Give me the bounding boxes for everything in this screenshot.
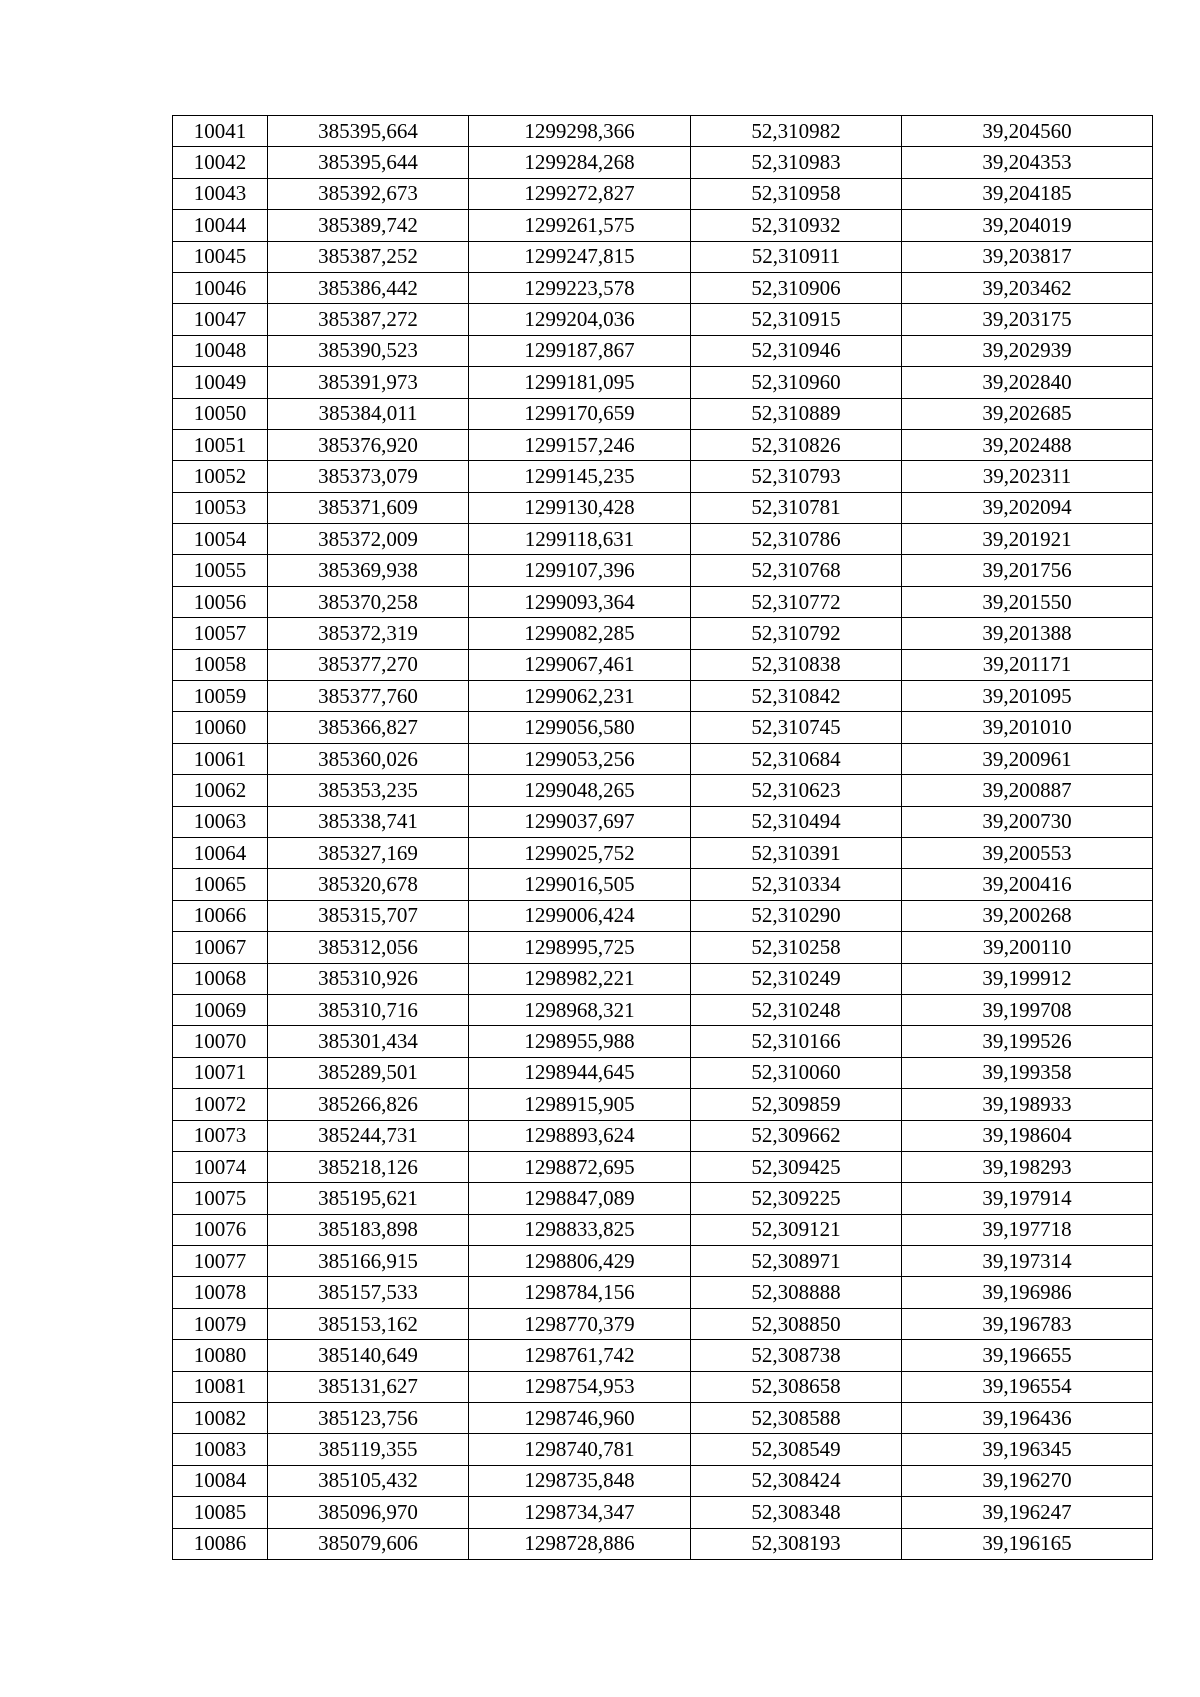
- y-coordinate-cell: 1299145,235: [469, 461, 691, 492]
- x-coordinate-cell: 385266,826: [268, 1089, 469, 1120]
- coordinates-table: [172, 115, 1153, 1560]
- latitude-cell: 52,309425: [691, 1151, 902, 1182]
- x-coordinate-cell: 385153,162: [268, 1308, 469, 1339]
- longitude-cell: 39,203175: [902, 304, 1153, 335]
- point-number-cell: 10075: [173, 1183, 268, 1214]
- x-coordinate-cell: 385166,915: [268, 1246, 469, 1277]
- y-coordinate-cell: 1299187,867: [469, 335, 691, 366]
- point-number-cell: 10071: [173, 1057, 268, 1088]
- x-coordinate-cell: 385218,126: [268, 1151, 469, 1182]
- x-coordinate-cell: 385392,673: [268, 178, 469, 209]
- y-coordinate-cell: 1298734,347: [469, 1497, 691, 1528]
- longitude-cell: 39,203817: [902, 241, 1153, 272]
- point-number-cell: 10074: [173, 1151, 268, 1182]
- y-coordinate-cell: 1299062,231: [469, 681, 691, 712]
- table-row: [173, 1340, 1153, 1371]
- y-coordinate-cell: 1299170,659: [469, 398, 691, 429]
- point-number-cell: 10050: [173, 398, 268, 429]
- x-coordinate-cell: 385105,432: [268, 1465, 469, 1496]
- y-coordinate-cell: 1299056,580: [469, 712, 691, 743]
- table-row: [173, 1465, 1153, 1496]
- table-row: [173, 116, 1153, 147]
- y-coordinate-cell: 1298872,695: [469, 1151, 691, 1182]
- latitude-cell: 52,310768: [691, 555, 902, 586]
- x-coordinate-cell: 385389,742: [268, 210, 469, 241]
- y-coordinate-cell: 1299053,256: [469, 743, 691, 774]
- point-number-cell: 10061: [173, 743, 268, 774]
- x-coordinate-cell: 385391,973: [268, 367, 469, 398]
- latitude-cell: 52,308193: [691, 1528, 902, 1559]
- y-coordinate-cell: 1299204,036: [469, 304, 691, 335]
- longitude-cell: 39,201550: [902, 586, 1153, 617]
- x-coordinate-cell: 385312,056: [268, 932, 469, 963]
- table-row: [173, 524, 1153, 555]
- table-row: [173, 304, 1153, 335]
- y-coordinate-cell: 1298761,742: [469, 1340, 691, 1371]
- x-coordinate-cell: 385123,756: [268, 1403, 469, 1434]
- y-coordinate-cell: 1298893,624: [469, 1120, 691, 1151]
- latitude-cell: 52,310958: [691, 178, 902, 209]
- longitude-cell: 39,196165: [902, 1528, 1153, 1559]
- x-coordinate-cell: 385244,731: [268, 1120, 469, 1151]
- x-coordinate-cell: 385395,664: [268, 116, 469, 147]
- latitude-cell: 52,310932: [691, 210, 902, 241]
- longitude-cell: 39,196247: [902, 1497, 1153, 1528]
- x-coordinate-cell: 385157,533: [268, 1277, 469, 1308]
- table-row: [173, 1497, 1153, 1528]
- table-row: [173, 461, 1153, 492]
- table-row: [173, 1183, 1153, 1214]
- latitude-cell: 52,310889: [691, 398, 902, 429]
- point-number-cell: 10043: [173, 178, 268, 209]
- longitude-cell: 39,197718: [902, 1214, 1153, 1245]
- table-row: [173, 1277, 1153, 1308]
- y-coordinate-cell: 1299284,268: [469, 147, 691, 178]
- latitude-cell: 52,310258: [691, 932, 902, 963]
- y-coordinate-cell: 1298806,429: [469, 1246, 691, 1277]
- longitude-cell: 39,199526: [902, 1026, 1153, 1057]
- longitude-cell: 39,200553: [902, 837, 1153, 868]
- table-row: [173, 1026, 1153, 1057]
- longitude-cell: 39,196655: [902, 1340, 1153, 1371]
- latitude-cell: 52,309121: [691, 1214, 902, 1245]
- latitude-cell: 52,309662: [691, 1120, 902, 1151]
- point-number-cell: 10067: [173, 932, 268, 963]
- x-coordinate-cell: 385310,926: [268, 963, 469, 994]
- longitude-cell: 39,203462: [902, 272, 1153, 303]
- point-number-cell: 10056: [173, 586, 268, 617]
- table-row: [173, 806, 1153, 837]
- latitude-cell: 52,308658: [691, 1371, 902, 1402]
- longitude-cell: 39,197914: [902, 1183, 1153, 1214]
- point-number-cell: 10065: [173, 869, 268, 900]
- table-row: [173, 210, 1153, 241]
- latitude-cell: 52,310792: [691, 618, 902, 649]
- point-number-cell: 10081: [173, 1371, 268, 1402]
- latitude-cell: 52,310906: [691, 272, 902, 303]
- y-coordinate-cell: 1298784,156: [469, 1277, 691, 1308]
- point-number-cell: 10053: [173, 492, 268, 523]
- longitude-cell: 39,199708: [902, 994, 1153, 1025]
- point-number-cell: 10068: [173, 963, 268, 994]
- latitude-cell: 52,309225: [691, 1183, 902, 1214]
- x-coordinate-cell: 385390,523: [268, 335, 469, 366]
- longitude-cell: 39,201756: [902, 555, 1153, 586]
- table-row: [173, 994, 1153, 1025]
- latitude-cell: 52,310915: [691, 304, 902, 335]
- y-coordinate-cell: 1299016,505: [469, 869, 691, 900]
- table-row: [173, 618, 1153, 649]
- table-row: [173, 1246, 1153, 1277]
- point-number-cell: 10064: [173, 837, 268, 868]
- point-number-cell: 10047: [173, 304, 268, 335]
- longitude-cell: 39,202685: [902, 398, 1153, 429]
- point-number-cell: 10066: [173, 900, 268, 931]
- latitude-cell: 52,309859: [691, 1089, 902, 1120]
- point-number-cell: 10060: [173, 712, 268, 743]
- x-coordinate-cell: 385373,079: [268, 461, 469, 492]
- y-coordinate-cell: 1298915,905: [469, 1089, 691, 1120]
- longitude-cell: 39,204353: [902, 147, 1153, 178]
- point-number-cell: 10058: [173, 649, 268, 680]
- longitude-cell: 39,198604: [902, 1120, 1153, 1151]
- latitude-cell: 52,310494: [691, 806, 902, 837]
- longitude-cell: 39,199912: [902, 963, 1153, 994]
- x-coordinate-cell: 385327,169: [268, 837, 469, 868]
- x-coordinate-cell: 385301,434: [268, 1026, 469, 1057]
- latitude-cell: 52,310911: [691, 241, 902, 272]
- longitude-cell: 39,201171: [902, 649, 1153, 680]
- x-coordinate-cell: 385096,970: [268, 1497, 469, 1528]
- x-coordinate-cell: 385386,442: [268, 272, 469, 303]
- longitude-cell: 39,200416: [902, 869, 1153, 900]
- x-coordinate-cell: 385370,258: [268, 586, 469, 617]
- longitude-cell: 39,201095: [902, 681, 1153, 712]
- point-number-cell: 10063: [173, 806, 268, 837]
- table-row: [173, 712, 1153, 743]
- table-row: [173, 963, 1153, 994]
- longitude-cell: 39,200887: [902, 775, 1153, 806]
- longitude-cell: 39,200730: [902, 806, 1153, 837]
- table-row: [173, 1434, 1153, 1465]
- table-row: [173, 932, 1153, 963]
- x-coordinate-cell: 385338,741: [268, 806, 469, 837]
- latitude-cell: 52,308971: [691, 1246, 902, 1277]
- point-number-cell: 10041: [173, 116, 268, 147]
- point-number-cell: 10079: [173, 1308, 268, 1339]
- longitude-cell: 39,202094: [902, 492, 1153, 523]
- longitude-cell: 39,202311: [902, 461, 1153, 492]
- y-coordinate-cell: 1298740,781: [469, 1434, 691, 1465]
- table-row: [173, 649, 1153, 680]
- x-coordinate-cell: 385131,627: [268, 1371, 469, 1402]
- x-coordinate-cell: 385387,272: [268, 304, 469, 335]
- x-coordinate-cell: 385079,606: [268, 1528, 469, 1559]
- x-coordinate-cell: 385183,898: [268, 1214, 469, 1245]
- longitude-cell: 39,200268: [902, 900, 1153, 931]
- point-number-cell: 10048: [173, 335, 268, 366]
- longitude-cell: 39,204560: [902, 116, 1153, 147]
- latitude-cell: 52,310983: [691, 147, 902, 178]
- table-row: [173, 1214, 1153, 1245]
- point-number-cell: 10078: [173, 1277, 268, 1308]
- x-coordinate-cell: 385371,609: [268, 492, 469, 523]
- y-coordinate-cell: 1299082,285: [469, 618, 691, 649]
- table-row: [173, 775, 1153, 806]
- y-coordinate-cell: 1299272,827: [469, 178, 691, 209]
- point-number-cell: 10086: [173, 1528, 268, 1559]
- y-coordinate-cell: 1298833,825: [469, 1214, 691, 1245]
- point-number-cell: 10085: [173, 1497, 268, 1528]
- point-number-cell: 10049: [173, 367, 268, 398]
- table-row: [173, 1528, 1153, 1559]
- y-coordinate-cell: 1299093,364: [469, 586, 691, 617]
- latitude-cell: 52,310166: [691, 1026, 902, 1057]
- longitude-cell: 39,201010: [902, 712, 1153, 743]
- table-row: [173, 743, 1153, 774]
- x-coordinate-cell: 385320,678: [268, 869, 469, 900]
- point-number-cell: 10076: [173, 1214, 268, 1245]
- longitude-cell: 39,204019: [902, 210, 1153, 241]
- longitude-cell: 39,196436: [902, 1403, 1153, 1434]
- y-coordinate-cell: 1299048,265: [469, 775, 691, 806]
- table-row: [173, 1120, 1153, 1151]
- x-coordinate-cell: 385387,252: [268, 241, 469, 272]
- longitude-cell: 39,202939: [902, 335, 1153, 366]
- longitude-cell: 39,199358: [902, 1057, 1153, 1088]
- table-row: [173, 178, 1153, 209]
- longitude-cell: 39,204185: [902, 178, 1153, 209]
- longitude-cell: 39,197314: [902, 1246, 1153, 1277]
- y-coordinate-cell: 1299181,095: [469, 367, 691, 398]
- longitude-cell: 39,201921: [902, 524, 1153, 555]
- table-row: [173, 398, 1153, 429]
- y-coordinate-cell: 1298754,953: [469, 1371, 691, 1402]
- point-number-cell: 10045: [173, 241, 268, 272]
- latitude-cell: 52,310772: [691, 586, 902, 617]
- longitude-cell: 39,196554: [902, 1371, 1153, 1402]
- latitude-cell: 52,308588: [691, 1403, 902, 1434]
- longitude-cell: 39,201388: [902, 618, 1153, 649]
- latitude-cell: 52,310334: [691, 869, 902, 900]
- point-number-cell: 10084: [173, 1465, 268, 1496]
- x-coordinate-cell: 385353,235: [268, 775, 469, 806]
- y-coordinate-cell: 1299006,424: [469, 900, 691, 931]
- table-row: [173, 681, 1153, 712]
- y-coordinate-cell: 1299118,631: [469, 524, 691, 555]
- x-coordinate-cell: 385377,270: [268, 649, 469, 680]
- table-row: [173, 586, 1153, 617]
- latitude-cell: 52,310248: [691, 994, 902, 1025]
- x-coordinate-cell: 385377,760: [268, 681, 469, 712]
- point-number-cell: 10046: [173, 272, 268, 303]
- latitude-cell: 52,310781: [691, 492, 902, 523]
- table-row: [173, 1057, 1153, 1088]
- y-coordinate-cell: 1299223,578: [469, 272, 691, 303]
- y-coordinate-cell: 1299107,396: [469, 555, 691, 586]
- point-number-cell: 10083: [173, 1434, 268, 1465]
- x-coordinate-cell: 385140,649: [268, 1340, 469, 1371]
- latitude-cell: 52,310826: [691, 429, 902, 460]
- table-row: [173, 429, 1153, 460]
- y-coordinate-cell: 1298982,221: [469, 963, 691, 994]
- x-coordinate-cell: 385310,716: [268, 994, 469, 1025]
- x-coordinate-cell: 385376,920: [268, 429, 469, 460]
- table-row: [173, 335, 1153, 366]
- longitude-cell: 39,202840: [902, 367, 1153, 398]
- point-number-cell: 10059: [173, 681, 268, 712]
- table-row: [173, 1089, 1153, 1120]
- x-coordinate-cell: 385372,319: [268, 618, 469, 649]
- point-number-cell: 10052: [173, 461, 268, 492]
- x-coordinate-cell: 385369,938: [268, 555, 469, 586]
- latitude-cell: 52,310745: [691, 712, 902, 743]
- y-coordinate-cell: 1299298,366: [469, 116, 691, 147]
- latitude-cell: 52,308348: [691, 1497, 902, 1528]
- latitude-cell: 52,308850: [691, 1308, 902, 1339]
- table-row: [173, 1308, 1153, 1339]
- latitude-cell: 52,308424: [691, 1465, 902, 1496]
- y-coordinate-cell: 1299157,246: [469, 429, 691, 460]
- latitude-cell: 52,310842: [691, 681, 902, 712]
- table-row: [173, 147, 1153, 178]
- y-coordinate-cell: 1298728,886: [469, 1528, 691, 1559]
- x-coordinate-cell: 385395,644: [268, 147, 469, 178]
- y-coordinate-cell: 1298735,848: [469, 1465, 691, 1496]
- y-coordinate-cell: 1299261,575: [469, 210, 691, 241]
- y-coordinate-cell: 1299130,428: [469, 492, 691, 523]
- y-coordinate-cell: 1299037,697: [469, 806, 691, 837]
- longitude-cell: 39,198933: [902, 1089, 1153, 1120]
- latitude-cell: 52,310946: [691, 335, 902, 366]
- table-row: [173, 869, 1153, 900]
- latitude-cell: 52,308738: [691, 1340, 902, 1371]
- point-number-cell: 10069: [173, 994, 268, 1025]
- y-coordinate-cell: 1298944,645: [469, 1057, 691, 1088]
- longitude-cell: 39,196986: [902, 1277, 1153, 1308]
- y-coordinate-cell: 1298746,960: [469, 1403, 691, 1434]
- y-coordinate-cell: 1298955,988: [469, 1026, 691, 1057]
- table-row: [173, 1151, 1153, 1182]
- y-coordinate-cell: 1298968,321: [469, 994, 691, 1025]
- point-number-cell: 10057: [173, 618, 268, 649]
- longitude-cell: 39,200961: [902, 743, 1153, 774]
- table-row: [173, 1403, 1153, 1434]
- point-number-cell: 10044: [173, 210, 268, 241]
- latitude-cell: 52,310786: [691, 524, 902, 555]
- table-row: [173, 1371, 1153, 1402]
- y-coordinate-cell: 1299067,461: [469, 649, 691, 680]
- x-coordinate-cell: 385372,009: [268, 524, 469, 555]
- x-coordinate-cell: 385119,355: [268, 1434, 469, 1465]
- x-coordinate-cell: 385195,621: [268, 1183, 469, 1214]
- latitude-cell: 52,310391: [691, 837, 902, 868]
- table-row: [173, 837, 1153, 868]
- x-coordinate-cell: 385360,026: [268, 743, 469, 774]
- longitude-cell: 39,202488: [902, 429, 1153, 460]
- table-row: [173, 272, 1153, 303]
- latitude-cell: 52,308549: [691, 1434, 902, 1465]
- latitude-cell: 52,310982: [691, 116, 902, 147]
- latitude-cell: 52,310290: [691, 900, 902, 931]
- longitude-cell: 39,198293: [902, 1151, 1153, 1182]
- point-number-cell: 10080: [173, 1340, 268, 1371]
- point-number-cell: 10054: [173, 524, 268, 555]
- point-number-cell: 10077: [173, 1246, 268, 1277]
- point-number-cell: 10042: [173, 147, 268, 178]
- latitude-cell: 52,310838: [691, 649, 902, 680]
- point-number-cell: 10055: [173, 555, 268, 586]
- y-coordinate-cell: 1299025,752: [469, 837, 691, 868]
- x-coordinate-cell: 385366,827: [268, 712, 469, 743]
- y-coordinate-cell: 1298847,089: [469, 1183, 691, 1214]
- latitude-cell: 52,310960: [691, 367, 902, 398]
- table-row: [173, 492, 1153, 523]
- point-number-cell: 10051: [173, 429, 268, 460]
- latitude-cell: 52,310623: [691, 775, 902, 806]
- point-number-cell: 10082: [173, 1403, 268, 1434]
- point-number-cell: 10073: [173, 1120, 268, 1151]
- latitude-cell: 52,310060: [691, 1057, 902, 1088]
- table-row: [173, 555, 1153, 586]
- x-coordinate-cell: 385315,707: [268, 900, 469, 931]
- longitude-cell: 39,200110: [902, 932, 1153, 963]
- table-row: [173, 900, 1153, 931]
- table-row: [173, 241, 1153, 272]
- table-row: [173, 367, 1153, 398]
- point-number-cell: 10070: [173, 1026, 268, 1057]
- longitude-cell: 39,196783: [902, 1308, 1153, 1339]
- x-coordinate-cell: 385289,501: [268, 1057, 469, 1088]
- longitude-cell: 39,196270: [902, 1465, 1153, 1496]
- y-coordinate-cell: 1299247,815: [469, 241, 691, 272]
- x-coordinate-cell: 385384,011: [268, 398, 469, 429]
- longitude-cell: 39,196345: [902, 1434, 1153, 1465]
- y-coordinate-cell: 1298995,725: [469, 932, 691, 963]
- coordinates-table-body: [173, 116, 1153, 1560]
- latitude-cell: 52,308888: [691, 1277, 902, 1308]
- latitude-cell: 52,310249: [691, 963, 902, 994]
- y-coordinate-cell: 1298770,379: [469, 1308, 691, 1339]
- point-number-cell: 10072: [173, 1089, 268, 1120]
- point-number-cell: 10062: [173, 775, 268, 806]
- latitude-cell: 52,310684: [691, 743, 902, 774]
- latitude-cell: 52,310793: [691, 461, 902, 492]
